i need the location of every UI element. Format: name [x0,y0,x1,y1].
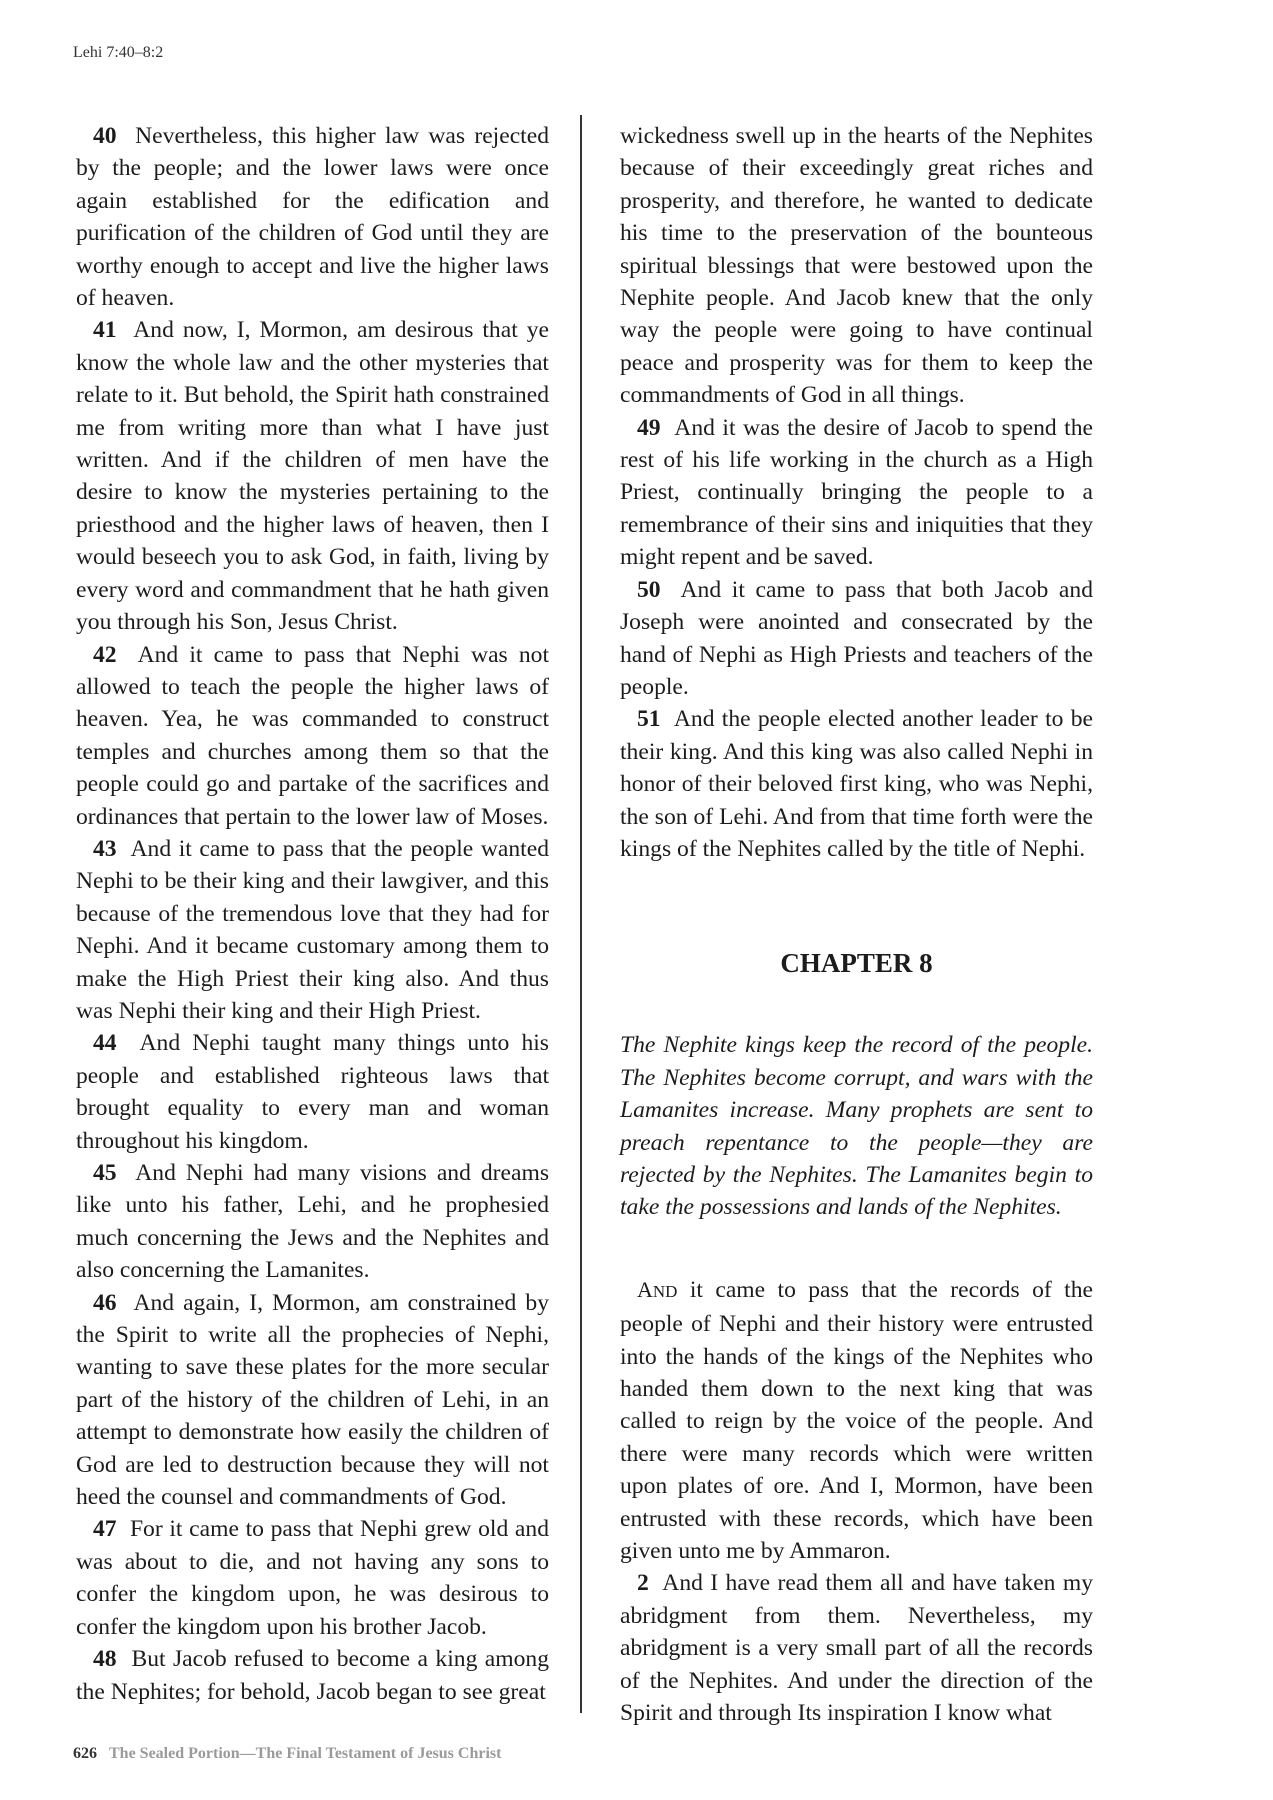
verse-number: 49 [637,414,661,441]
left-column [76,120,549,1708]
verse-number: 47 [93,1516,117,1543]
verse-number: 2 [637,1570,649,1597]
verse [76,833,549,1027]
verse-text: And it came to pass that Nephi was not allowed to teach the people the higher laws of heaven. Yea, he was commanded to construct temples and churches among them so that the people could go and partake of the sacrifices and ordinances that pertain to the lower law of Moses. [76,641,549,830]
verse [76,120,549,314]
chapter-summary: The Nephite kings keep the record of the people. The Nephites become corrupt, and wars with the Lamanites increase. Many prophets are sent to preach repentance to the people—they are rejected by the Nephites. The Lamanites begin to take the possessions and lands of the Nephites. [620,1032,1093,1221]
verse-text: And Nephi had many visions and dreams like unto his father, Lehi, and he prophesied much concerning the Jews and the Nephites and also concerning the Lamanites. [76,1160,549,1284]
page-footer [73,1745,501,1763]
verse-number: 51 [637,706,661,733]
chapter-title: CHAPTER 8 [780,948,933,979]
verse-text: Nevertheless, this higher law was rejected by the people; and the lower laws were once again established for the edification and purification of the children of God until they are worthy enough to accept and live the higher laws of heaven. [76,123,550,312]
verse-number: 45 [93,1160,117,1186]
verse [76,1513,549,1643]
verse-number: 42 [93,641,117,668]
verse [76,314,549,638]
verse-text: And it was the desire of Jacob to spend the rest of his life working in the church as a High Priest, continually bringing the people to a remembrance of their sins and iniquities that they might repent and be saved. [620,414,1093,571]
verse-number: 41 [93,317,117,344]
verse-number: 46 [93,1289,117,1316]
verse-number: 44 [93,1030,117,1057]
verse-number: 43 [93,835,117,862]
verse-text: And it came to pass that both Jacob and Joseph were anointed and consecrated by the hand of Nephi as High Priests and teachers of the people. [620,576,1093,700]
right-column [620,120,1093,1729]
verse-text: And the people elected another leader to be their king. And this king was also called Nephi in honor of their beloved first king, who was Nephi, the son of Lehi. And from that time forth were the kings of the Nephites called by the title of Nephi. [620,706,1093,862]
verse-text: But Jacob refused to become a king among the Nephites; for behold, Jacob began to see great [76,1646,550,1705]
verse-text: it came to pass that the records of the people of Nephi and their history were entrusted into the hands of the kings of the Nephites who handed them down to the next king that was called to reign by the voice of the people. And there were many records which were written upon plates of ore. And I, Mormon, have been entrusted with these records, which have been given unto me by Ammaron. [620,1276,1093,1565]
verse [620,1274,1093,1568]
book-title: The Sealed Portion—The Final Testament of Jesus Christ [109,1745,502,1762]
verse [76,1287,549,1514]
verse [620,1567,1093,1729]
verse-number: 40 [93,123,117,149]
column-divider [580,115,582,1713]
verse-text: For it came to pass that Nephi grew old and was about to die, and not having any sons to confer the kingdom upon, he was desirous to confer the kingdom upon his brother Jacob. [76,1516,549,1640]
verse [76,1643,549,1708]
verse-text: And again, I, Mormon, am constrained by the Spirit to write all the prophecies of Nephi, wanting to save these plates for the more secular part of the history of the children of Lehi, in an attempt to demonstrate how easily the children of God are led to destruction because they will not heed the counsel and commandments of God. [76,1289,549,1511]
verse-continuation: wickedness swell up in the hearts of the Nephites because of their exceedingly great riches and prosperity, and therefore, he wanted to dedicate his time to the preservation of the bounteous spiritual blessings that were bestowed upon the Nephite people. And Jacob knew that the only way the people were going to have continual peace and prosperity was for them to keep the commandments of God in all things. [620,123,1093,409]
page-number: 626 [73,1745,97,1762]
verse [76,639,549,833]
drop-cap: A [637,1276,653,1302]
verse [76,1027,549,1157]
small-caps: ND [652,1281,678,1301]
verse [620,703,1093,865]
verse-text: And it came to pass that the people wanted Nephi to be their king and their lawgiver, and this because of the tremendous love that they had for Nephi. And it became customary among them to make the High Priest their king also. And thus was Nephi their king and their High Priest. [76,835,549,1024]
verse [620,412,1093,574]
verse-text: And I have read them all and have taken my abridgment from them. Nevertheless, my abridgment is a very small part of all the records of the Nephites. And under the direction of the Spirit and through Its inspiration I know what [620,1570,1093,1727]
verse [620,574,1093,704]
verse-number: 50 [637,576,661,603]
verse-text: And Nephi taught many things unto his people and established righteous laws that brought equality to every man and woman throughout his kingdom. [76,1030,549,1154]
verse-number: 48 [93,1646,117,1673]
verse-text: And now, I, Mormon, am desirous that ye know the whole law and the other mysteries that relate to it. But behold, the Spirit hath constrained me from writing more than what I have just written. And if the children of men have the desire to know the mysteries pertaining to the priesthood and the higher laws of heaven, then I would beseech you to ask God, in faith, living by every word and commandment that he hath given you through his Son, Jesus Christ. [76,317,549,636]
running-header: Lehi 7:40–8:2 [73,44,164,61]
verse [76,1157,549,1287]
